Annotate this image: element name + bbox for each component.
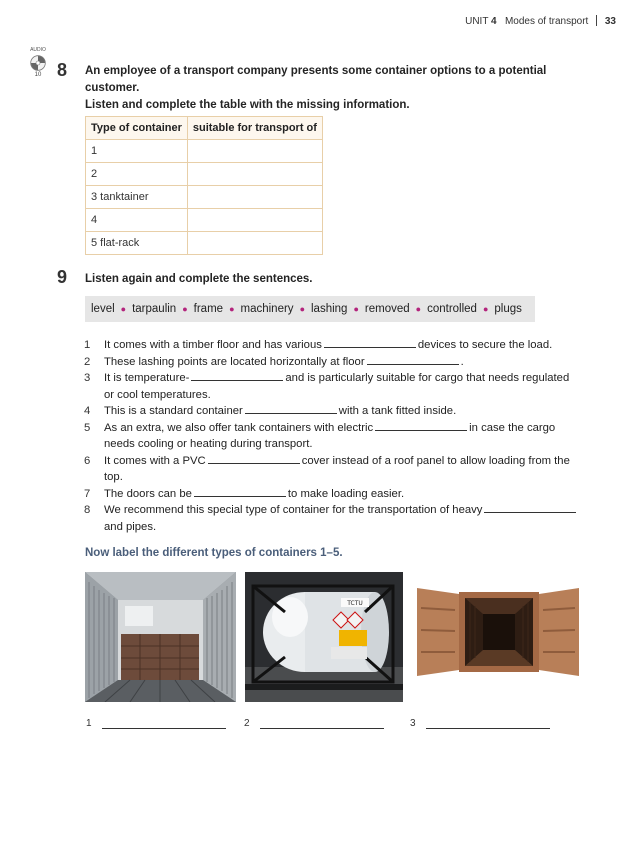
bullet-icon: ● [353,304,359,314]
reefer-container-photo [85,572,236,702]
answer-blank[interactable] [324,337,416,348]
bullet-icon: ● [415,304,422,314]
sentence-text-b: devices to secure the load. [417,339,553,351]
table-row [86,232,323,255]
word-item: controlled [427,303,477,315]
row-transport-field[interactable] [187,140,322,163]
row-transport-field[interactable] [187,163,322,186]
table-header-row [86,117,323,140]
sentence-item [84,354,579,371]
label-answer-line[interactable] [260,719,384,729]
exercise-9-number: 9 [57,267,68,287]
word-item: lashing [311,303,348,315]
bullet-icon: ● [182,304,188,314]
row-type: 4 [86,209,188,232]
sentence-number: 3 [84,372,91,384]
answer-blank[interactable] [245,403,337,414]
header-transport: suitable for transport of [187,117,322,140]
bullet-icon: ● [120,304,127,314]
sentence-text-a: The doors can be [104,487,192,500]
page-number: 33 [604,16,616,27]
sentence-item [84,486,579,503]
unit-title: Modes of transport [504,16,589,27]
bullet-icon: ● [229,304,235,314]
exercise-8-instruction [85,63,595,114]
sentence-text-b: in case the cargo needs cooling or heating during transport. [104,421,556,450]
label-number: 3 [410,718,416,729]
header-divider [596,15,597,26]
word-item: frame [193,303,224,315]
sentence-text-a: This is a standard container [104,405,243,417]
sentence-item [84,403,579,420]
sentence-text-a: We recommend this special type of container for the transportation of heavy [104,504,483,516]
audio-track: 10 [34,72,42,78]
sentence-text-a: It comes with a PVC [104,454,206,467]
answer-blank[interactable] [367,354,459,365]
word-item: tarpaulin [132,303,177,315]
sentence-text-a: As an extra, we also offer tank containers with electric [104,421,374,434]
sentence-item [84,420,579,453]
answer-blank[interactable] [484,502,576,513]
table-row [86,163,323,186]
exercise-9-instruction: Listen again and complete the sentences. [85,273,313,285]
sentence-number: 2 [84,355,91,368]
audio-label: AUDIO [30,47,46,53]
exercise-8-instruction-line1: An employee of a transport company presents some container options to a potential customer. [85,65,547,94]
label-number: 1 [86,718,92,729]
audio-icon[interactable] [26,47,50,78]
sentence-text-b: cover instead of a roof panel to allow loading from the top. [104,454,570,483]
tank-container-photo [245,572,403,702]
label-1 [86,718,226,729]
sentence-text-b: and pipes. [104,520,157,533]
sentence-text-b: with a tank fitted inside. [338,405,457,417]
sentence-number: 4 [84,405,91,417]
cd-icon [30,55,46,71]
row-type: 3 tanktainer [86,186,188,209]
word-item: removed [364,303,410,315]
tank-marking: TCTU [347,600,363,607]
answer-blank[interactable] [191,370,283,381]
row-transport-field[interactable] [187,232,322,255]
page-header [465,15,616,27]
table-row [86,186,323,209]
table-row [86,140,323,163]
label-answer-line[interactable] [102,719,226,729]
header-type: Type of container [86,117,188,140]
exercise-8-number: 8 [57,60,68,80]
sentence-text-b: and is particularly suitable for cargo that needs regulated or cool temperatures. [104,372,570,401]
label-instruction: Now label the different types of containers 1–5. [85,547,343,559]
bullet-icon: ● [482,304,489,314]
container-table [85,116,323,255]
sentence-number: 5 [84,421,91,434]
sentence-list [84,337,579,535]
bullet-icon: ● [299,304,305,314]
sentence-number: 7 [84,487,91,500]
row-transport-field[interactable] [187,186,322,209]
sentence-text-b: . [460,355,464,368]
sentence-text-b: to make loading easier. [287,487,405,500]
word-item: machinery [240,303,294,315]
row-transport-field[interactable] [187,209,322,232]
sentence-text-a: These lashing points are located horizontally at floor [104,355,365,368]
sentence-item [84,337,579,354]
sentence-item [84,453,579,486]
row-type: 5 flat-rack [86,232,188,255]
standard-container-photo [415,572,581,702]
sentence-number: 1 [84,339,91,351]
sentence-number: 8 [84,504,91,516]
exercise-8-instruction-line2: Listen and complete the table with the missing information. [85,99,410,111]
unit-label: UNIT [465,16,489,27]
sentence-item [84,370,579,403]
sentence-number: 6 [84,454,91,467]
label-2 [244,718,384,729]
table-row [86,209,323,232]
sentence-text-a: It is temperature- [104,372,190,384]
answer-blank[interactable] [194,486,286,497]
word-box [85,296,535,322]
sentence-text-a: It comes with a timber floor and has various [104,339,322,351]
unit-number: 4 [491,16,497,27]
answer-blank[interactable] [208,453,300,464]
row-type: 1 [86,140,188,163]
sentence-item [84,502,579,535]
row-type: 2 [86,163,188,186]
word-item: plugs [494,303,522,315]
answer-blank[interactable] [375,420,467,431]
label-number: 2 [244,718,250,729]
word-item: level [91,303,115,315]
label-answer-line[interactable] [426,719,550,729]
label-3 [410,718,550,729]
